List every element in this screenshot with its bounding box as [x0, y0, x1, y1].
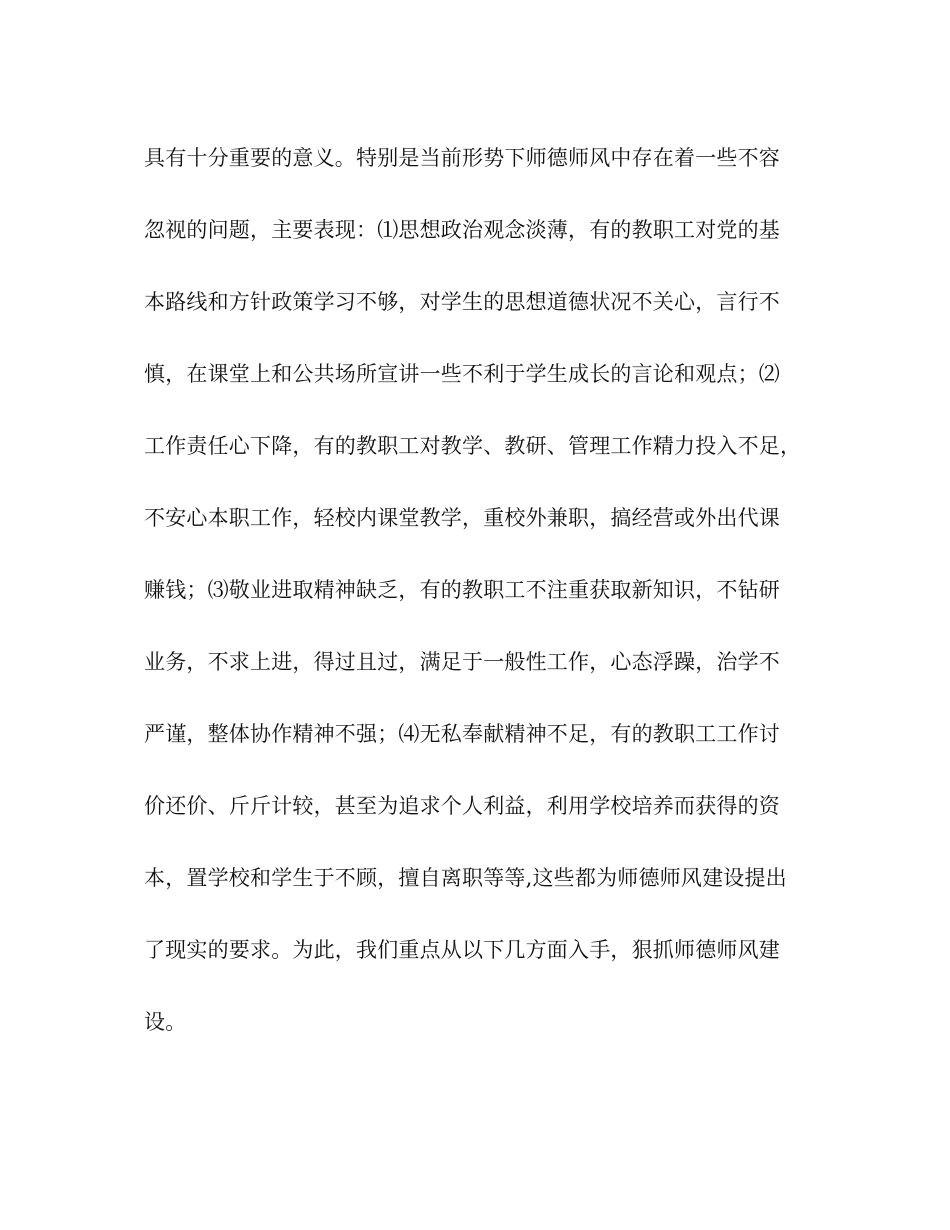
paragraph-line: 本路线和方针政策学习不够，对学生的思想道德状况不关心，言行不 — [144, 290, 780, 314]
paragraph-line: 了现实的要求。为此，我们重点从以下几方面入手，狠抓师德师风建 — [144, 938, 780, 962]
paragraph-line: 工作责任心下降，有的教职工对教学、教研、管理工作精力投入不足， — [144, 434, 802, 458]
paragraph-line: 严谨，整体协作精神不强；⑷无私奉献精神不足，有的教职工工作讨 — [144, 722, 780, 746]
paragraph-line: 设。 — [144, 1010, 187, 1034]
paragraph-line: 业务，不求上进，得过且过，满足于一般性工作，心态浮躁，治学不 — [144, 650, 780, 674]
paragraph-line: 价还价、斤斤计较，甚至为追求个人利益，利用学校培养而获得的资 — [144, 794, 780, 818]
paragraph-line: 赚钱；⑶敬业进取精神缺乏，有的教职工不注重获取新知识，不钻研 — [144, 578, 780, 602]
paragraph-line: 忽视的问题，主要表现：⑴思想政治观念淡薄，有的教职工对党的基 — [144, 218, 780, 242]
paragraph-line: 本，置学校和学生于不顾，擅自离职等等,这些都为师德师风建设提出 — [144, 866, 787, 890]
paragraph-line: 慎，在课堂上和公共场所宣讲一些不利于学生成长的言论和观点；⑵ — [144, 362, 780, 386]
body-paragraph — [144, 138, 824, 1074]
paragraph-line: 具有十分重要的意义。特别是当前形势下师德师风中存在着一些不容 — [144, 146, 780, 170]
paragraph-line: 不安心本职工作，轻校内课堂教学，重校外兼职，搞经营或外出代课 — [144, 506, 780, 530]
